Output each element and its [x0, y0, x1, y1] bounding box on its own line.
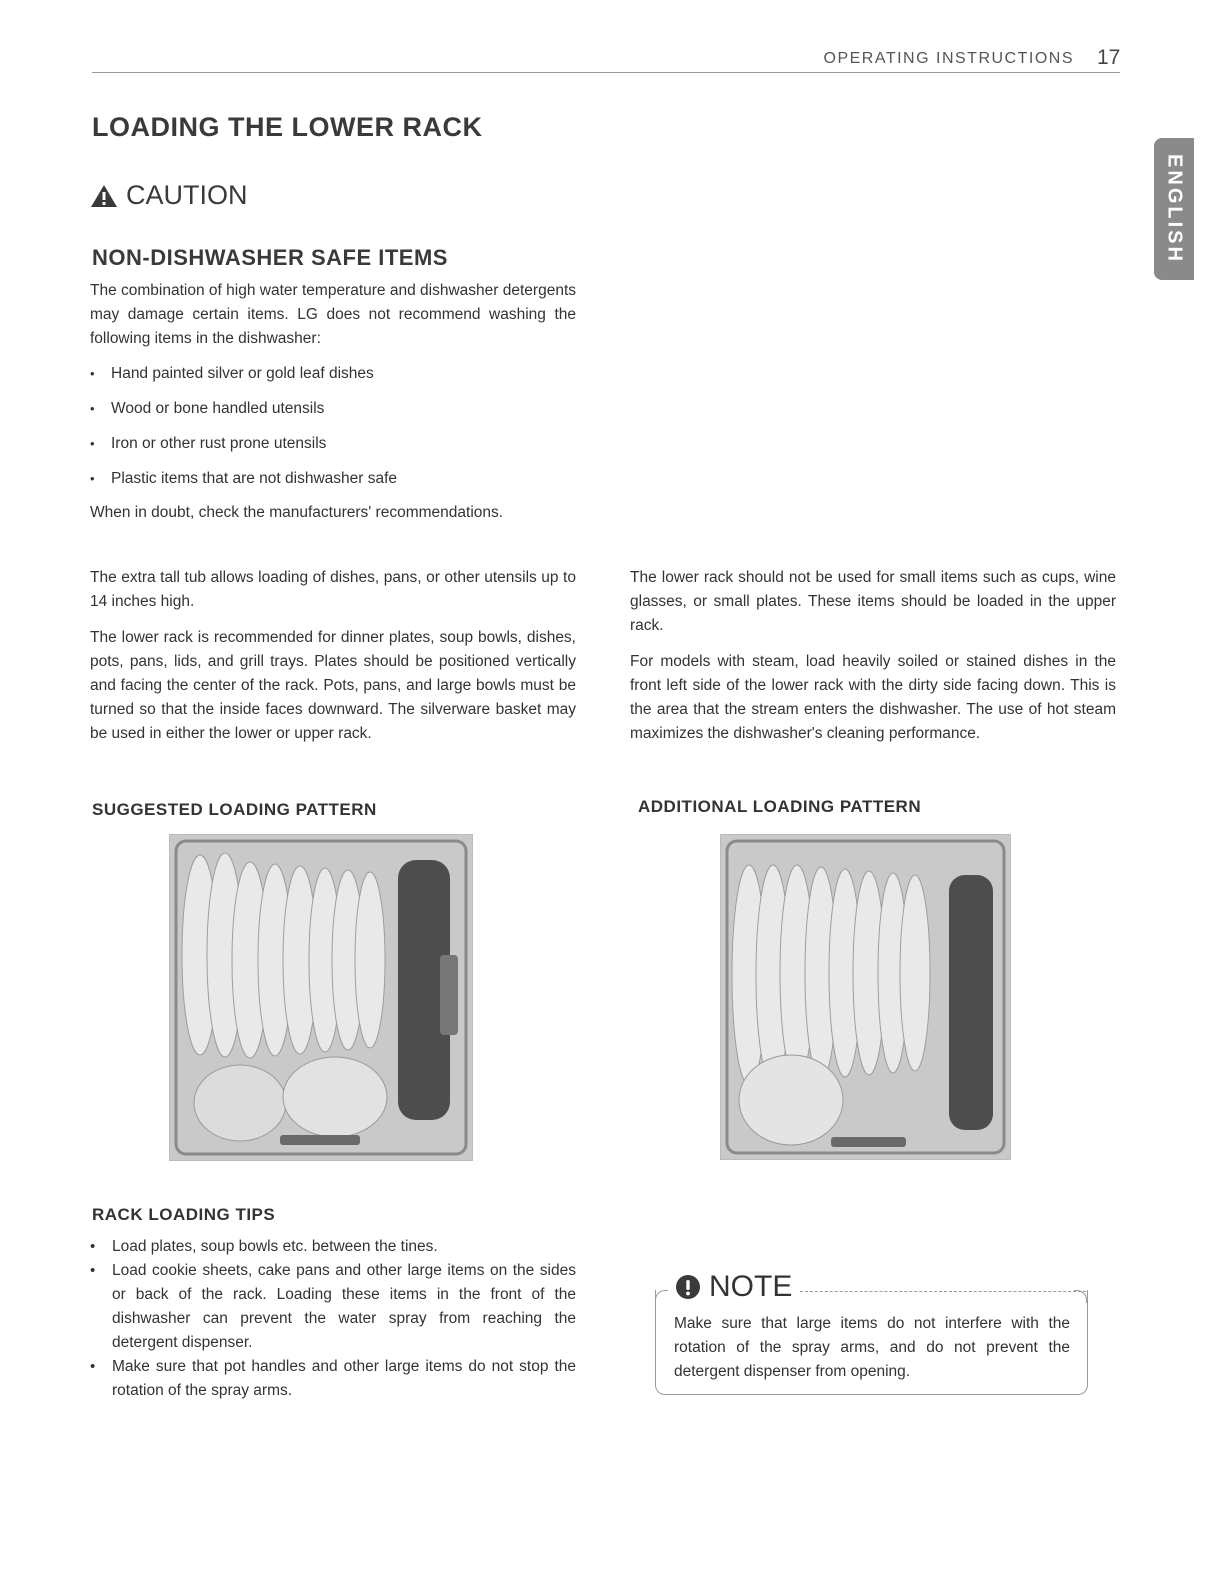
- additional-pattern-photo: [720, 834, 1011, 1160]
- warning-icon: [90, 184, 118, 208]
- language-tab-label: ENGLISH: [1163, 154, 1186, 264]
- header-divider: [92, 72, 1120, 73]
- page-number: 17: [1097, 46, 1121, 69]
- right-column: [630, 566, 1116, 758]
- note-text: Make sure that large items do not interfere with the rotation of the spray arms, and do not prevent the detergent dispenser from opening.: [674, 1315, 1070, 1380]
- left-column: [90, 566, 576, 758]
- note-divider: [800, 1291, 1086, 1293]
- caution-heading: [90, 180, 248, 211]
- non-safe-intro: The combination of high water temperature and dishwasher detergents may damage certain items. LG does not recommend washing the following items in the dishwasher:: [90, 282, 576, 347]
- list-item: • Load plates, soup bowls etc. between the tines.: [90, 1235, 576, 1259]
- info-icon: [675, 1274, 701, 1300]
- paragraph: For models with steam, load heavily soiled or stained dishes in the front left side of the lower rack with the dirty side facing down. This is the area that the stream enters the dishwasher. The use of hot steam maximizes the dishwasher's cleaning performance.: [630, 653, 1116, 742]
- list-item: • Make sure that pot handles and other large items do not stop the rotation of the spray arms.: [90, 1355, 576, 1403]
- rack-tips-heading: RACK LOADING TIPS: [92, 1205, 276, 1224]
- paragraph: The extra tall tub allows loading of dishes, pans, or other utensils up to 14 inches high.: [90, 569, 576, 610]
- list-item: • Load cookie sheets, cake pans and other large items on the sides or back of the rack. Loading these items in the front of the dishwasher can prevent the water spray from reaching the detergent dispenser.: [90, 1259, 576, 1355]
- suggested-pattern-heading: SUGGESTED LOADING PATTERN: [92, 800, 377, 819]
- additional-pattern-heading: ADDITIONAL LOADING PATTERN: [638, 797, 922, 816]
- note-heading: [675, 1270, 800, 1304]
- section-heading-non-safe: NON-DISHWASHER SAFE ITEMS: [92, 245, 448, 270]
- language-tab: [1154, 138, 1194, 280]
- page-title: LOADING THE LOWER RACK: [92, 112, 483, 142]
- paragraph: The lower rack should not be used for small items such as cups, wine glasses, or small plates. These items should be loaded in the upper rack.: [630, 569, 1116, 634]
- caution-label: CAUTION: [126, 180, 248, 210]
- list-item: • Plastic items that are not dishwasher safe: [90, 467, 576, 502]
- running-header: OPERATING INSTRUCTIONS: [823, 50, 1074, 67]
- non-safe-doubt: When in doubt, check the manufacturers' recommendations.: [90, 504, 504, 521]
- suggested-pattern-photo: [169, 834, 473, 1161]
- list-item: • Hand painted silver or gold leaf dishes: [90, 362, 576, 397]
- note-label: NOTE: [709, 1270, 793, 1303]
- list-item: • Iron or other rust prone utensils: [90, 432, 576, 467]
- non-safe-list: [90, 362, 576, 502]
- paragraph: The lower rack is recommended for dinner plates, soup bowls, dishes, pots, pans, lids, and grill trays. Plates should be positioned vertically and facing the center of the rack. Pots, pans, and large bowls must be turned so that the inside faces downward. The silverware basket may be used in either the lower or upper rack.: [90, 629, 576, 742]
- list-item: • Wood or bone handled utensils: [90, 397, 576, 432]
- note-box-corner: [655, 1290, 668, 1303]
- rack-tips-list: [90, 1235, 576, 1403]
